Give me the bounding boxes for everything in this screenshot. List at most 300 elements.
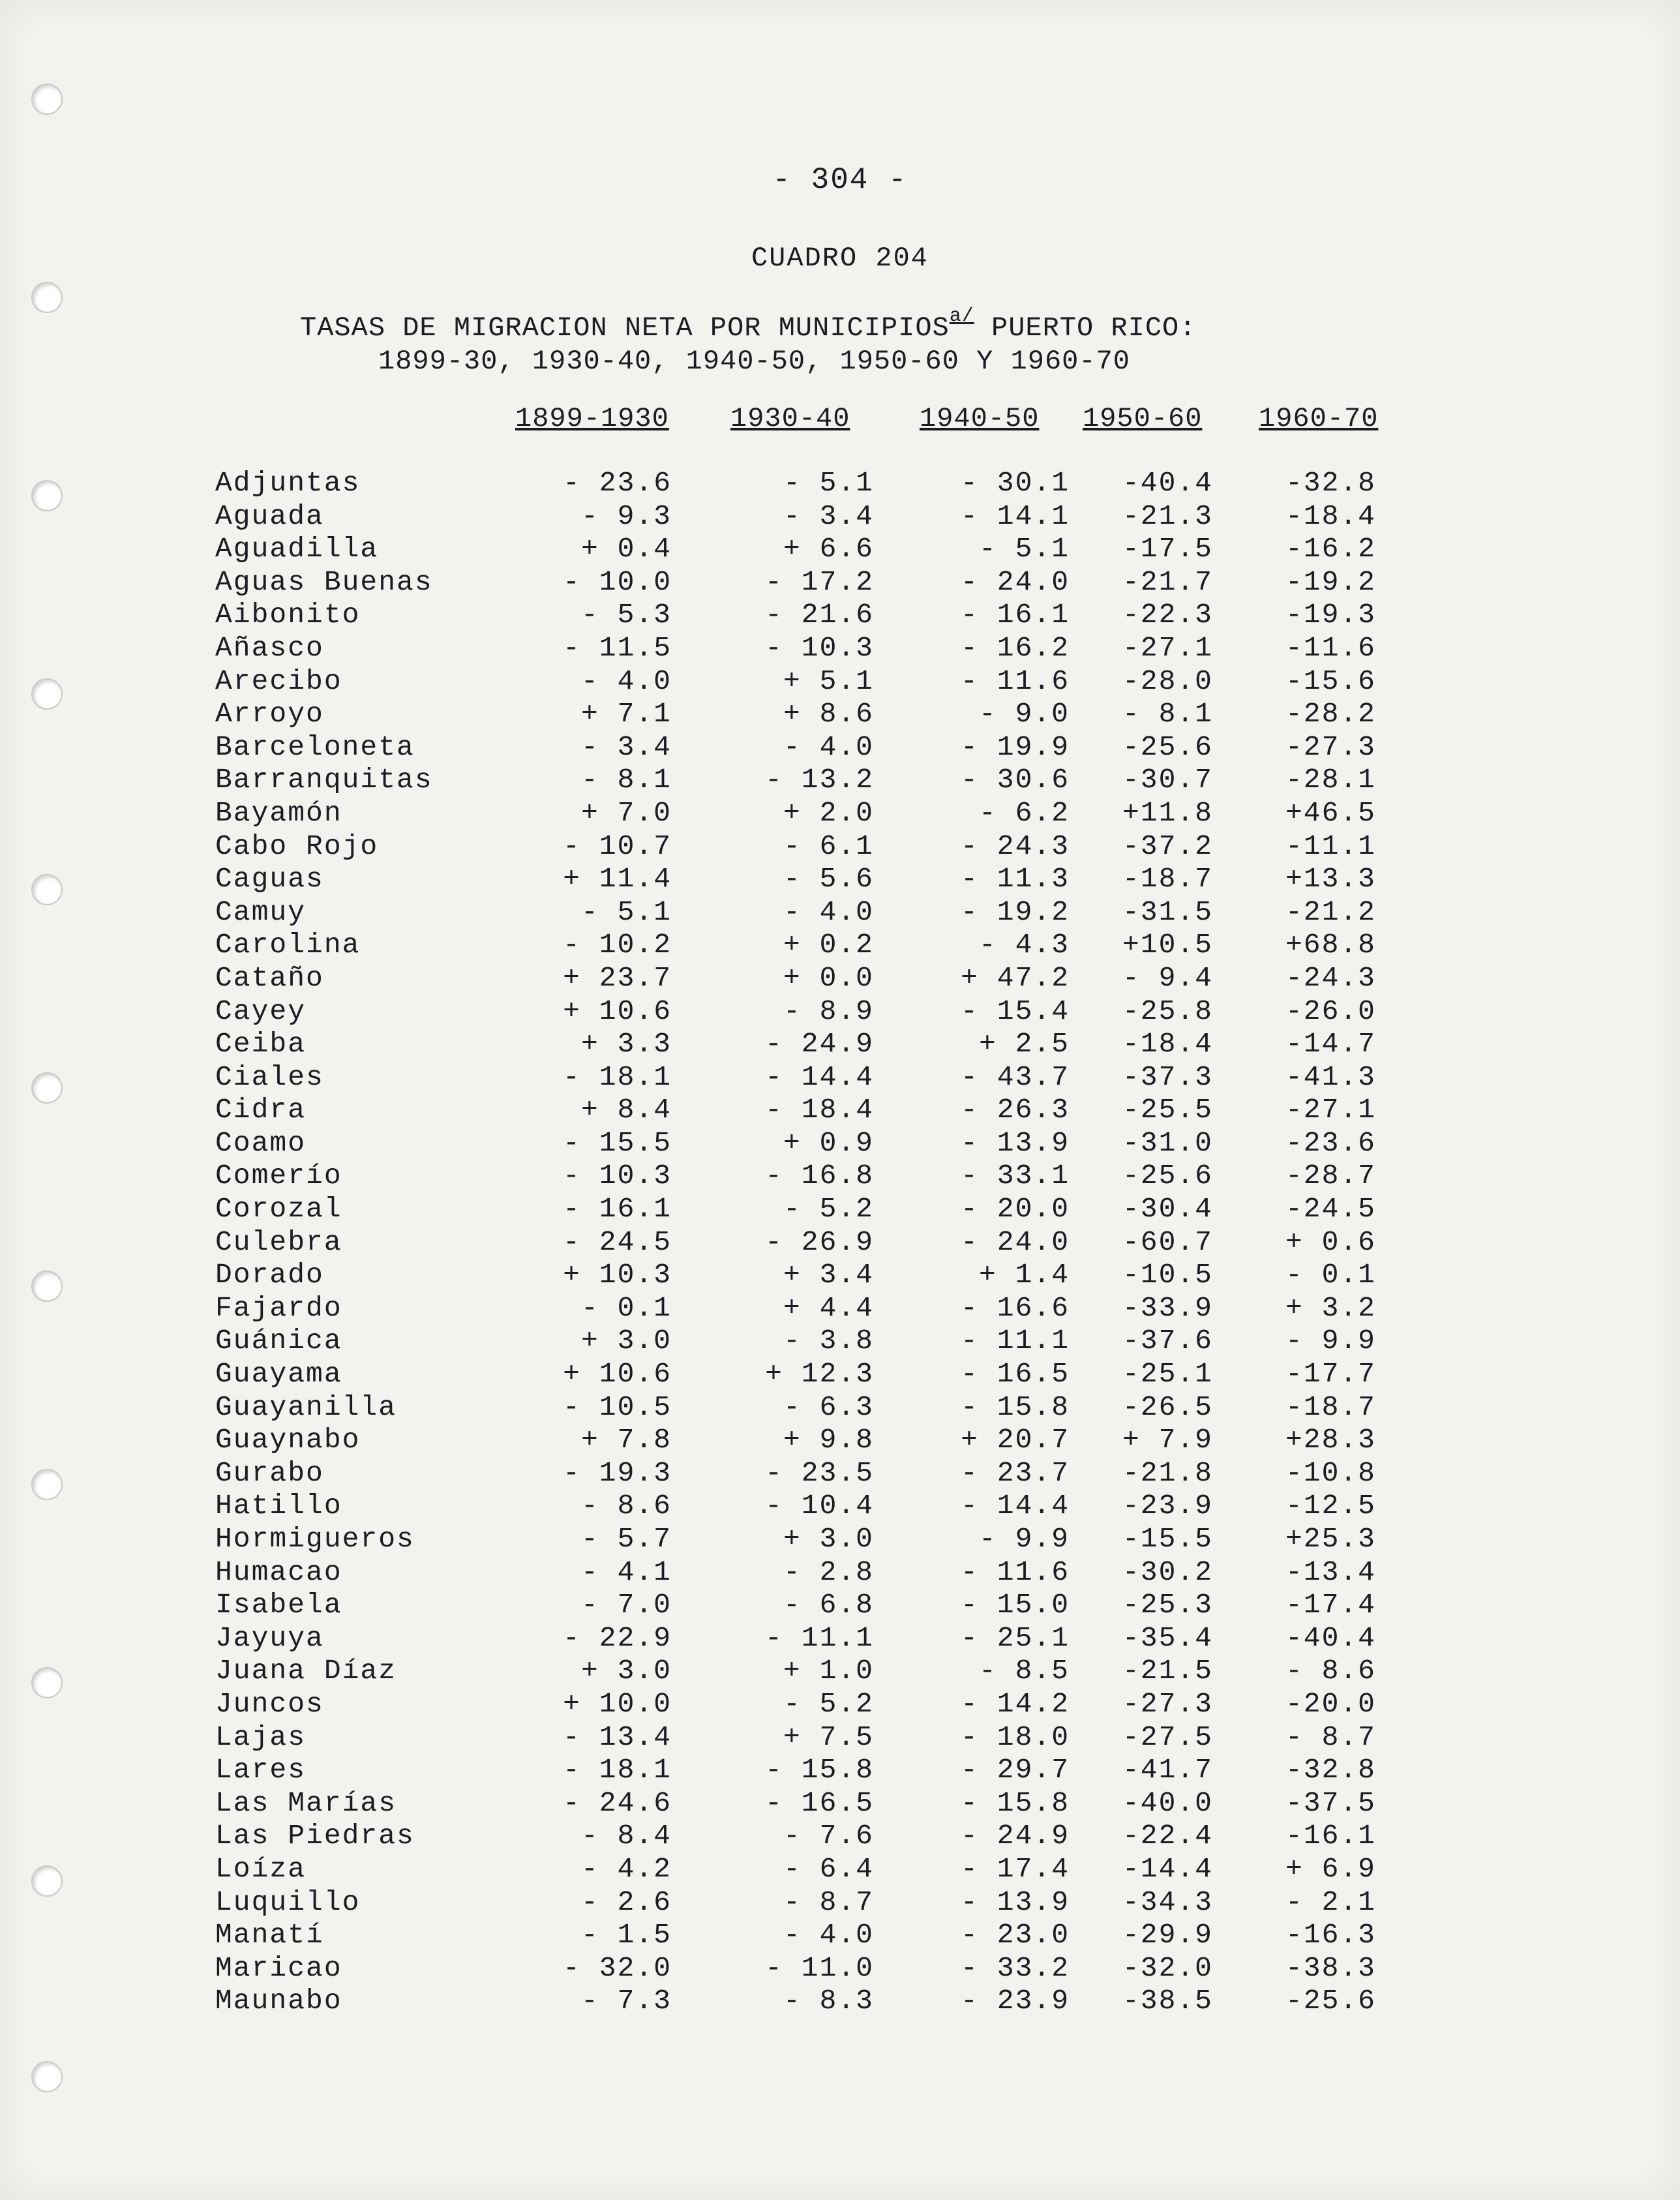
rate-1950-60: -15.5 — [1122, 1523, 1213, 1555]
page-number: - 304 - — [772, 163, 908, 197]
rate-1940-50: - 23.9 — [961, 1985, 1070, 2017]
municipio-name: Culebra — [215, 1226, 342, 1258]
rate-1930-40: - 5.1 — [783, 467, 874, 499]
table-row — [0, 1688, 1680, 1721]
rate-1960-70: - 2.1 — [1285, 1886, 1376, 1918]
table-title-main: TASAS DE MIGRACION NETA POR MUNICIPIOS — [300, 312, 950, 344]
rate-1899-1930: - 0.1 — [580, 1291, 672, 1324]
municipio-name: Comerío — [215, 1160, 342, 1192]
rate-1950-60: -18.7 — [1122, 863, 1213, 896]
rate-1940-50: - 20.0 — [961, 1193, 1070, 1226]
rate-1940-50: - 25.1 — [961, 1621, 1070, 1654]
rate-1950-60: -21.8 — [1122, 1456, 1213, 1489]
rate-1960-70: +68.8 — [1285, 929, 1376, 961]
rate-1940-50: - 30.6 — [961, 764, 1070, 796]
rate-1960-70: -24.5 — [1285, 1193, 1376, 1226]
table-title-line2: 1899-30, 1930-40, 1940-50, 1950-60 Y 1960-70 — [378, 346, 1130, 377]
rate-1960-70: +28.3 — [1285, 1424, 1376, 1456]
municipio-name: Maricao — [215, 1951, 342, 1984]
rate-1960-70: -26.0 — [1285, 995, 1376, 1027]
municipio-name: Maunabo — [215, 1985, 342, 2017]
rate-1930-40: + 0.9 — [783, 1126, 874, 1159]
rate-1950-60: -26.5 — [1122, 1391, 1213, 1423]
rate-1940-50: - 15.8 — [961, 1391, 1070, 1423]
rate-1960-70: -25.6 — [1285, 1985, 1376, 2017]
rate-1940-50: - 43.7 — [961, 1061, 1070, 1093]
municipio-name: Manatí — [215, 1919, 324, 1951]
table-row — [0, 1787, 1680, 1820]
table-row — [0, 1853, 1680, 1886]
table-row — [0, 1985, 1680, 2018]
rate-1950-60: -37.3 — [1122, 1061, 1213, 1093]
table-row — [0, 1919, 1680, 1952]
table-row — [0, 1952, 1680, 1985]
rate-1950-60: -25.1 — [1122, 1358, 1213, 1391]
rate-1940-50: + 1.4 — [978, 1259, 1070, 1291]
rate-1930-40: - 16.5 — [765, 1786, 874, 1819]
rate-1930-40: - 4.0 — [783, 1919, 874, 1951]
rate-1930-40: - 4.0 — [783, 731, 874, 763]
rate-1940-50: - 9.9 — [978, 1523, 1070, 1555]
municipio-name: Camuy — [215, 896, 307, 928]
rate-1960-70: +46.5 — [1285, 796, 1376, 829]
rate-1960-70: -13.4 — [1285, 1556, 1376, 1588]
rate-1899-1930: - 10.5 — [563, 1391, 672, 1423]
rate-1950-60: -38.5 — [1122, 1985, 1213, 2017]
rate-1930-40: + 8.6 — [783, 698, 874, 731]
rate-1960-70: -12.5 — [1285, 1490, 1376, 1522]
rate-1940-50: - 16.5 — [961, 1358, 1070, 1391]
table-row — [0, 698, 1680, 731]
rate-1940-50: - 29.7 — [961, 1754, 1070, 1786]
rate-1960-70: + 0.6 — [1285, 1226, 1376, 1258]
rate-1940-50: - 24.0 — [961, 1226, 1070, 1258]
table-row — [0, 1523, 1680, 1556]
rate-1960-70: - 0.1 — [1285, 1259, 1376, 1291]
rate-1899-1930: + 23.7 — [563, 961, 672, 994]
rate-1960-70: -16.1 — [1285, 1820, 1376, 1852]
rate-1930-40: - 8.9 — [783, 995, 874, 1027]
rate-1940-50: - 15.0 — [961, 1589, 1070, 1621]
rate-1950-60: -32.0 — [1122, 1951, 1213, 1984]
municipio-name: Guayanilla — [215, 1391, 397, 1423]
rate-1940-50: - 13.9 — [961, 1886, 1070, 1918]
rate-1930-40: - 8.3 — [783, 1985, 874, 2017]
table-row — [0, 533, 1680, 566]
rate-1930-40: - 13.2 — [765, 764, 874, 796]
rate-1950-60: -28.0 — [1122, 665, 1213, 697]
municipio-name: Dorado — [215, 1259, 324, 1291]
rate-1960-70: -11.1 — [1285, 830, 1376, 862]
binder-hole — [31, 83, 63, 115]
table-row — [0, 797, 1680, 830]
municipio-name: Arecibo — [215, 665, 342, 697]
rate-1930-40: - 3.4 — [783, 500, 874, 532]
rate-1950-60: -25.6 — [1122, 731, 1213, 763]
rate-1950-60: -23.9 — [1122, 1490, 1213, 1522]
rate-1950-60: -31.5 — [1122, 896, 1213, 928]
rate-1950-60: -27.1 — [1122, 631, 1213, 664]
column-header-1950-60: 1950-60 — [1083, 403, 1203, 434]
rate-1940-50: - 24.3 — [961, 830, 1070, 862]
municipio-name: Loíza — [215, 1852, 307, 1885]
table-row — [0, 1721, 1680, 1755]
table-row — [0, 1061, 1680, 1094]
rate-1930-40: - 3.8 — [783, 1325, 874, 1357]
rate-1899-1930: + 7.0 — [580, 796, 672, 829]
rate-1899-1930: + 10.6 — [563, 1358, 672, 1391]
table-row — [0, 1358, 1680, 1391]
table-row — [0, 1391, 1680, 1424]
column-header-1960-70: 1960-70 — [1259, 403, 1379, 434]
rate-1960-70: -11.6 — [1285, 631, 1376, 664]
rate-1930-40: - 16.8 — [765, 1160, 874, 1192]
rate-1960-70: -37.5 — [1285, 1786, 1376, 1819]
rate-1950-60: -10.5 — [1122, 1259, 1213, 1291]
rate-1940-50: - 17.4 — [961, 1852, 1070, 1885]
rate-1930-40: + 0.2 — [783, 929, 874, 961]
table-row — [0, 1259, 1680, 1292]
rate-1960-70: -14.7 — [1285, 1028, 1376, 1061]
rate-1899-1930: - 5.7 — [580, 1523, 672, 1555]
rate-1940-50: - 33.1 — [961, 1160, 1070, 1192]
rate-1930-40: - 6.3 — [783, 1391, 874, 1423]
rate-1960-70: -32.8 — [1285, 1754, 1376, 1786]
rate-1930-40: - 2.8 — [783, 1556, 874, 1588]
rate-1899-1930: + 8.4 — [580, 1094, 672, 1126]
municipio-name: Arroyo — [215, 698, 324, 731]
rate-1950-60: -27.5 — [1122, 1721, 1213, 1753]
rate-1950-60: -30.7 — [1122, 764, 1213, 796]
table-row — [0, 1292, 1680, 1325]
rate-1960-70: -18.7 — [1285, 1391, 1376, 1423]
municipio-name: Barranquitas — [215, 764, 433, 796]
municipio-name: Aguadilla — [215, 533, 379, 565]
rate-1930-40: + 12.3 — [765, 1358, 874, 1391]
table-row — [0, 1028, 1680, 1061]
municipio-name: Gurabo — [215, 1456, 324, 1489]
rate-1940-50: - 6.2 — [978, 796, 1070, 829]
rate-1930-40: - 8.7 — [783, 1886, 874, 1918]
rate-1899-1930: - 1.5 — [580, 1919, 672, 1951]
municipio-name: Coamo — [215, 1126, 307, 1159]
municipio-name: Cabo Rojo — [215, 830, 379, 862]
rate-1940-50: - 24.9 — [961, 1820, 1070, 1852]
rate-1899-1930: - 4.2 — [580, 1852, 672, 1885]
rate-1899-1930: + 10.3 — [563, 1259, 672, 1291]
table-row — [0, 929, 1680, 962]
table-row — [0, 731, 1680, 764]
rate-1960-70: +13.3 — [1285, 863, 1376, 896]
rate-1899-1930: - 18.1 — [563, 1754, 672, 1786]
rate-1899-1930: - 8.6 — [580, 1490, 672, 1522]
rate-1899-1930: + 7.1 — [580, 698, 672, 731]
table-row — [0, 1655, 1680, 1688]
rate-1960-70: -28.2 — [1285, 698, 1376, 731]
municipio-name: Cidra — [215, 1094, 307, 1126]
rate-1899-1930: - 8.1 — [580, 764, 672, 796]
table-row — [0, 962, 1680, 995]
rate-1940-50: - 30.1 — [961, 467, 1070, 499]
table-row — [0, 1886, 1680, 1920]
table-row — [0, 599, 1680, 632]
municipio-name: Jayuya — [215, 1621, 324, 1654]
municipio-name: Isabela — [215, 1589, 342, 1621]
table-row — [0, 1325, 1680, 1358]
municipio-name: Lares — [215, 1754, 307, 1786]
rate-1960-70: -16.2 — [1285, 533, 1376, 565]
rate-1950-60: -18.4 — [1122, 1028, 1213, 1061]
rate-1930-40: - 10.3 — [765, 631, 874, 664]
table-row — [0, 1193, 1680, 1226]
rate-1940-50: - 26.3 — [961, 1094, 1070, 1126]
binder-hole — [31, 2061, 63, 2092]
table-row — [0, 1589, 1680, 1622]
rate-1899-1930: - 10.2 — [563, 929, 672, 961]
footnote-mark: a/ — [949, 305, 974, 327]
municipio-name: Hormigueros — [215, 1523, 415, 1555]
column-header-1940-50: 1940-50 — [920, 403, 1040, 434]
rate-1899-1930: - 9.3 — [580, 500, 672, 532]
rate-1950-60: -21.5 — [1122, 1655, 1213, 1687]
rate-1960-70: + 6.9 — [1285, 1852, 1376, 1885]
rate-1930-40: - 26.9 — [765, 1226, 874, 1258]
rate-1930-40: - 14.4 — [765, 1061, 874, 1093]
rate-1930-40: + 4.4 — [783, 1291, 874, 1324]
rate-1940-50: - 23.0 — [961, 1919, 1070, 1951]
rate-1899-1930: - 19.3 — [563, 1456, 672, 1489]
rate-1930-40: - 18.4 — [765, 1094, 874, 1126]
rate-1960-70: + 3.2 — [1285, 1291, 1376, 1324]
rate-1899-1930: - 2.6 — [580, 1886, 672, 1918]
rate-1960-70: -19.3 — [1285, 599, 1376, 631]
rate-1960-70: -10.8 — [1285, 1456, 1376, 1489]
rate-1940-50: - 11.6 — [961, 1556, 1070, 1588]
migration-table-body — [0, 467, 1680, 2018]
table-row — [0, 1622, 1680, 1655]
rate-1940-50: - 4.3 — [978, 929, 1070, 961]
rate-1899-1930: - 5.3 — [580, 599, 672, 631]
rate-1950-60: -21.7 — [1122, 565, 1213, 598]
rate-1930-40: - 5.2 — [783, 1687, 874, 1720]
rate-1930-40: - 21.6 — [765, 599, 874, 631]
rate-1960-70: -38.3 — [1285, 1951, 1376, 1984]
municipio-name: Aguas Buenas — [215, 565, 433, 598]
rate-1930-40: + 7.5 — [783, 1721, 874, 1753]
rate-1899-1930: - 13.4 — [563, 1721, 672, 1753]
municipio-name: Ciales — [215, 1061, 324, 1093]
rate-1960-70: -18.4 — [1285, 500, 1376, 532]
rate-1950-60: -25.5 — [1122, 1094, 1213, 1126]
rate-1960-70: - 8.7 — [1285, 1721, 1376, 1753]
rate-1899-1930: + 0.4 — [580, 533, 672, 565]
municipio-name: Juncos — [215, 1687, 324, 1720]
rate-1899-1930: - 11.5 — [563, 631, 672, 664]
municipio-name: Las Marías — [215, 1786, 397, 1819]
table-row — [0, 995, 1680, 1029]
rate-1899-1930: - 10.7 — [563, 830, 672, 862]
column-header-1930-40: 1930-40 — [730, 403, 850, 434]
rate-1950-60: -40.4 — [1122, 467, 1213, 499]
rate-1930-40: - 6.4 — [783, 1852, 874, 1885]
rate-1950-60: -60.7 — [1122, 1226, 1213, 1258]
rate-1960-70: -27.1 — [1285, 1094, 1376, 1126]
rate-1950-60: -21.3 — [1122, 500, 1213, 532]
rate-1960-70: -27.3 — [1285, 731, 1376, 763]
rate-1899-1930: + 10.6 — [563, 995, 672, 1027]
rate-1899-1930: - 32.0 — [563, 1951, 672, 1984]
rate-1950-60: +11.8 — [1122, 796, 1213, 829]
table-row — [0, 764, 1680, 797]
municipio-name: Bayamón — [215, 796, 342, 829]
rate-1960-70: -23.6 — [1285, 1126, 1376, 1159]
rate-1950-60: -34.3 — [1122, 1886, 1213, 1918]
table-row — [0, 1820, 1680, 1853]
table-row — [0, 566, 1680, 599]
table-row — [0, 1754, 1680, 1787]
municipio-name: Caguas — [215, 863, 324, 896]
rate-1930-40: - 11.0 — [765, 1951, 874, 1984]
rate-1930-40: - 24.9 — [765, 1028, 874, 1061]
rate-1960-70: -19.2 — [1285, 565, 1376, 598]
municipio-name: Guaynabo — [215, 1424, 361, 1456]
rate-1950-60: -33.9 — [1122, 1291, 1213, 1324]
table-row — [0, 1226, 1680, 1259]
rate-1940-50: - 18.0 — [961, 1721, 1070, 1753]
municipio-name: Cataño — [215, 961, 324, 994]
rate-1930-40: + 3.4 — [783, 1259, 874, 1291]
table-row — [0, 896, 1680, 929]
rate-1940-50: - 11.3 — [961, 863, 1070, 896]
rate-1960-70: -32.8 — [1285, 467, 1376, 499]
municipio-name: Humacao — [215, 1556, 342, 1588]
rate-1899-1930: - 10.0 — [563, 565, 672, 598]
rate-1940-50: - 9.0 — [978, 698, 1070, 731]
municipio-name: Juana Díaz — [215, 1655, 397, 1687]
rate-1940-50: - 11.6 — [961, 665, 1070, 697]
rate-1899-1930: - 5.1 — [580, 896, 672, 928]
municipio-name: Aguada — [215, 500, 324, 532]
rate-1960-70: -40.4 — [1285, 1621, 1376, 1654]
rate-1950-60: -22.3 — [1122, 599, 1213, 631]
table-title-line1 — [300, 305, 1196, 344]
rate-1950-60: -25.8 — [1122, 995, 1213, 1027]
rate-1930-40: - 6.8 — [783, 1589, 874, 1621]
rate-1930-40: - 5.6 — [783, 863, 874, 896]
rate-1930-40: - 23.5 — [765, 1456, 874, 1489]
rate-1930-40: - 10.4 — [765, 1490, 874, 1522]
rate-1950-60: + 7.9 — [1122, 1424, 1213, 1456]
municipio-name: Lajas — [215, 1721, 307, 1753]
municipio-name: Cayey — [215, 995, 307, 1027]
rate-1899-1930: + 11.4 — [563, 863, 672, 896]
rate-1960-70: -24.3 — [1285, 961, 1376, 994]
rate-1899-1930: - 3.4 — [580, 731, 672, 763]
rate-1899-1930: - 7.3 — [580, 1985, 672, 2017]
rate-1940-50: - 23.7 — [961, 1456, 1070, 1489]
rate-1930-40: + 6.6 — [783, 533, 874, 565]
rate-1960-70: -20.0 — [1285, 1687, 1376, 1720]
table-row — [0, 500, 1680, 534]
rate-1950-60: -14.4 — [1122, 1852, 1213, 1885]
table-row — [0, 1127, 1680, 1160]
municipio-name: Luquillo — [215, 1886, 361, 1918]
rate-1930-40: - 6.1 — [783, 830, 874, 862]
rate-1899-1930: - 22.9 — [563, 1621, 672, 1654]
rate-1899-1930: - 24.5 — [563, 1226, 672, 1258]
table-row — [0, 1490, 1680, 1523]
table-title-region: PUERTO RICO: — [974, 312, 1197, 344]
municipio-name: Carolina — [215, 929, 361, 961]
rate-1930-40: - 7.6 — [783, 1820, 874, 1852]
municipio-name: Guánica — [215, 1325, 342, 1357]
rate-1940-50: - 19.9 — [961, 731, 1070, 763]
rate-1960-70: -28.7 — [1285, 1160, 1376, 1192]
rate-1930-40: - 4.0 — [783, 896, 874, 928]
rate-1940-50: - 14.4 — [961, 1490, 1070, 1522]
rate-1940-50: - 14.1 — [961, 500, 1070, 532]
rate-1899-1930: - 15.5 — [563, 1126, 672, 1159]
rate-1940-50: - 19.2 — [961, 896, 1070, 928]
municipio-name: Las Piedras — [215, 1820, 415, 1852]
rate-1930-40: + 1.0 — [783, 1655, 874, 1687]
municipio-name: Aibonito — [215, 599, 361, 631]
municipio-name: Barceloneta — [215, 731, 415, 763]
municipio-name: Adjuntas — [215, 467, 361, 499]
rate-1950-60: -37.2 — [1122, 830, 1213, 862]
rate-1940-50: - 11.1 — [961, 1325, 1070, 1357]
rate-1950-60: -35.4 — [1122, 1621, 1213, 1654]
rate-1899-1930: - 4.1 — [580, 1556, 672, 1588]
table-row — [0, 467, 1680, 500]
municipio-name: Ceiba — [215, 1028, 307, 1061]
table-row — [0, 1424, 1680, 1457]
rate-1930-40: - 11.1 — [765, 1621, 874, 1654]
binder-hole — [31, 282, 63, 313]
table-row — [0, 830, 1680, 864]
rate-1960-70: - 9.9 — [1285, 1325, 1376, 1357]
rate-1930-40: + 5.1 — [783, 665, 874, 697]
rate-1950-60: -17.5 — [1122, 533, 1213, 565]
municipio-name: Corozal — [215, 1193, 342, 1226]
rate-1960-70: -16.3 — [1285, 1919, 1376, 1951]
rate-1950-60: - 9.4 — [1122, 961, 1213, 994]
rate-1940-50: - 33.2 — [961, 1951, 1070, 1984]
table-row — [0, 1160, 1680, 1193]
rate-1930-40: + 0.0 — [783, 961, 874, 994]
rate-1930-40: - 17.2 — [765, 565, 874, 598]
rate-1899-1930: - 10.3 — [563, 1160, 672, 1192]
rate-1930-40: - 5.2 — [783, 1193, 874, 1226]
rate-1960-70: - 8.6 — [1285, 1655, 1376, 1687]
rate-1899-1930: - 24.6 — [563, 1786, 672, 1819]
table-row — [0, 632, 1680, 665]
rate-1960-70: -15.6 — [1285, 665, 1376, 697]
rate-1940-50: + 47.2 — [961, 961, 1070, 994]
rate-1899-1930: - 4.0 — [580, 665, 672, 697]
rate-1950-60: -22.4 — [1122, 1820, 1213, 1852]
rate-1899-1930: + 3.0 — [580, 1325, 672, 1357]
rate-1940-50: - 14.2 — [961, 1687, 1070, 1720]
rate-1950-60: -40.0 — [1122, 1786, 1213, 1819]
rate-1950-60: -30.2 — [1122, 1556, 1213, 1588]
rate-1960-70: -28.1 — [1285, 764, 1376, 796]
rate-1899-1930: + 10.0 — [563, 1687, 672, 1720]
municipio-name: Guayama — [215, 1358, 342, 1391]
rate-1960-70: -17.4 — [1285, 1589, 1376, 1621]
municipio-name: Hatillo — [215, 1490, 342, 1522]
table-label: CUADRO 204 — [751, 243, 929, 274]
